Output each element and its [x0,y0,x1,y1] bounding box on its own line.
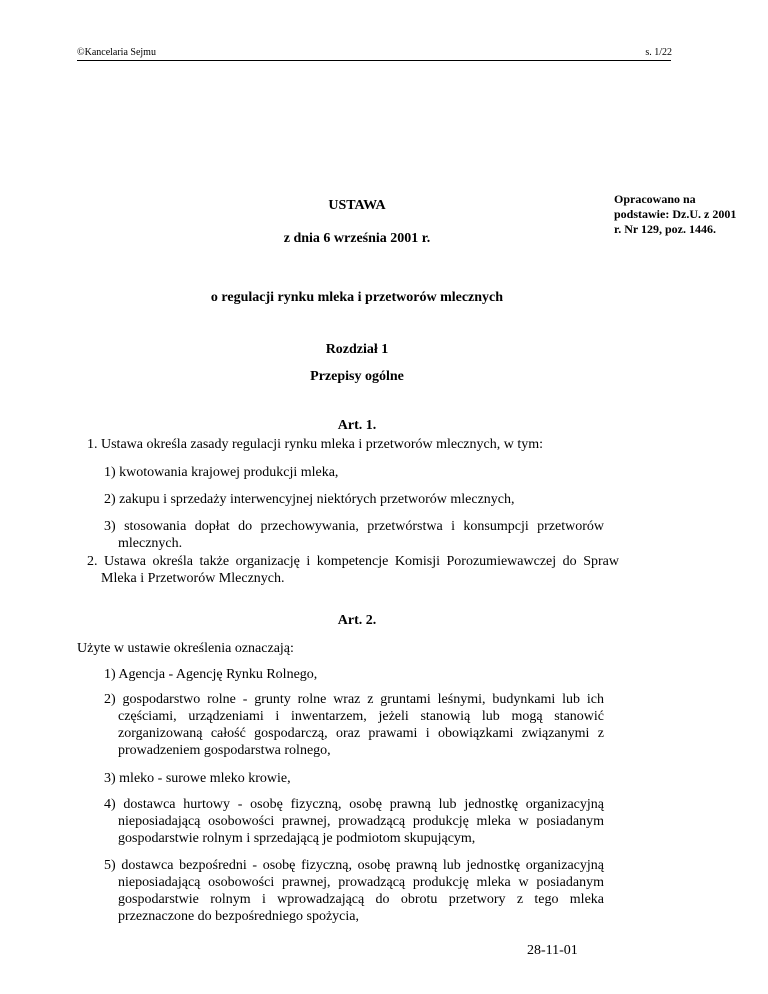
act-date: z dnia 6 września 2001 r. [283,231,431,246]
article-1-paragraph-1: 1. Ustawa określa zasady regulacji rynku mleka i przetworów mlecznych, w tym: [87,437,544,452]
chapter-number: Rozdział 1 [325,342,389,357]
article-2-item-1: 1) Agencja - Agencję Rynku Rolnego, [104,667,318,682]
article-2-heading: Art. 2. [337,613,377,628]
header-publisher: ©Kancelaria Sejmu [77,47,156,58]
article-1-item-3-text: 3) stosowania dopłat do przechowywania, przetwórstwa i konsumpcji przetworów mlecznych. [104,519,604,551]
article-2-item-5: 5) dostawca bezpośredni - osobę fizyczną, osobę prawną lub jednostkę organizacyjną nieposiadającą osobowości prawnej, prowadzącą produkcję mleka w posiadanym gospodarstwie rolnym i wprowadzającą do obrotu przetwory z tego mleka przeznaczone do bezpośredniego spożycia, [104,858,604,924]
article-1-heading: Art. 1. [337,418,377,433]
article-1-paragraph-2: 2. Ustawa określa także organizację i kompetencje Komisji Porozumiewawczej do Spraw Mleka i Przetworów Mlecznych. [87,554,619,586]
article-2-item-3: 3) mleko - surowe mleko krowie, [104,771,291,786]
article-1-item-1: 1) kwotowania krajowej produkcji mleka, [104,465,339,480]
source-note: Opracowano na podstawie: Dz.U. z 2001 r. Nr 129, poz. 1446. [614,192,737,236]
act-subject: o regulacji rynku mleka i przetworów mlecznych [210,290,504,305]
chapter-name: Przepisy ogólne [310,369,404,384]
header-page-number: s. 1/22 [645,47,672,58]
footer-date: 28-11-01 [527,943,578,958]
article-2-item-4: 4) dostawca hurtowy - osobę fizyczną, osobę prawną lub jednostkę organizacyjną nieposiadającą osobowości prawnej, prowadzącą produkcję mleka w posiadanym gospodarstwie rolnym i sprzedającą je podmiotom skupującym, [104,797,604,846]
article-2-item-2: 2) gospodarstwo rolne - grunty rolne wraz z gruntami leśnymi, budynkami lub ich częściami, urządzeniami i inwentarzem, jeżeli stanowią lub mogą stanowić zorganizowaną całość gospodarczą, oraz prawami i obowiązkami związanymi z prowadzeniem gospodarstwa rolnego, [104,692,604,758]
article-2-intro: Użyte w ustawie określenia oznaczają: [77,641,294,656]
article-1-item-3 [104,518,604,552]
header-rule [77,60,671,61]
article-1-item-2: 2) zakupu i sprzedaży interwencyjnej niektórych przetworów mlecznych, [104,492,515,507]
act-title: USTAWA [328,198,386,213]
